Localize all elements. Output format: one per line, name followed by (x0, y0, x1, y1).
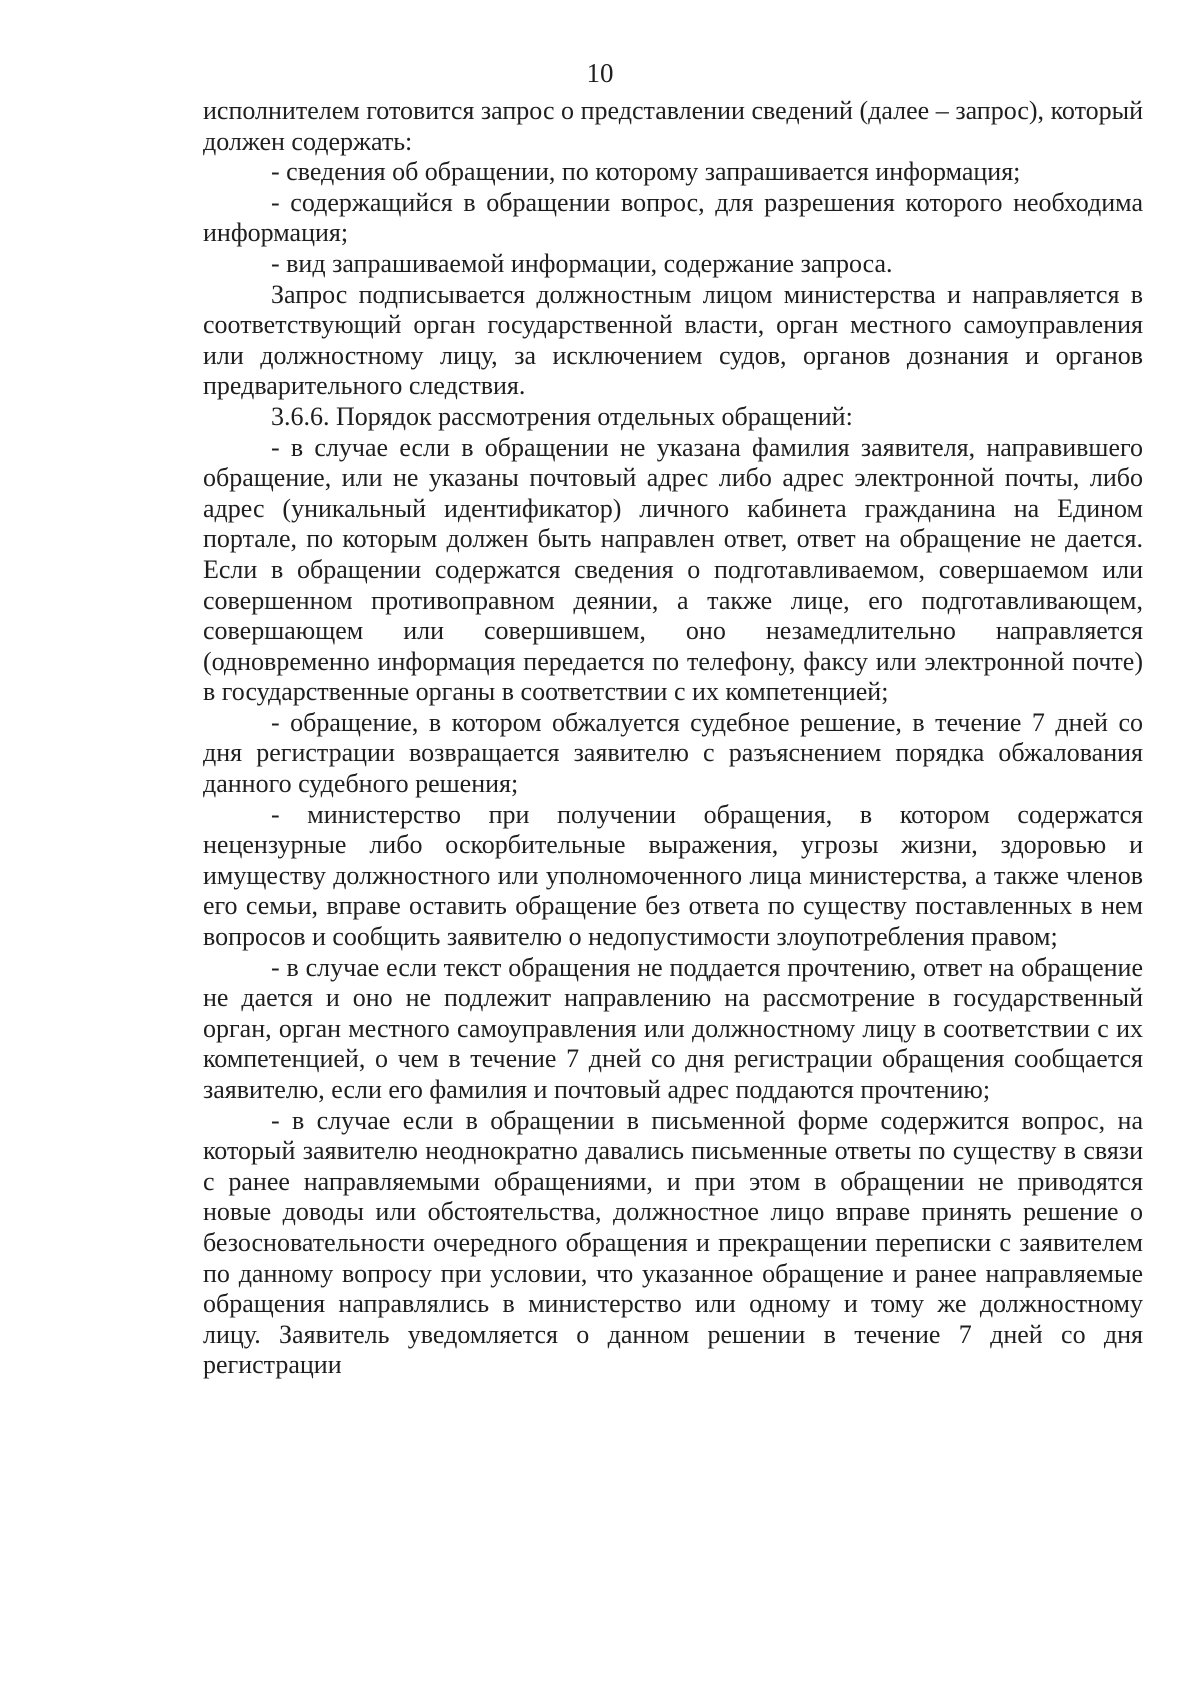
document-body (203, 96, 1143, 1381)
paragraph-list-item: - в случае если текст обращения не поддается прочтению, ответ на обращение не дается и оно не подлежит направлению на рассмотрение в государственный орган, орган местного самоуправления или должностному лицу в соответствии с их компетенцией, о чем в течение 7 дней со дня регистрации обращения сообщается заявителю, если его фамилия и почтовый адрес поддаются прочтению; (203, 952, 1143, 1104)
paragraph-list-item: - в случае если в обращении не указана фамилия заявителя, направившего обращение, или не указаны почтовый адрес либо адрес электронной почты, либо адрес (уникальный идентификатор) личного кабинета гражданина на Едином портале, по которым должен быть направлен ответ, ответ на обращение не дается. Если в обращении содержатся сведения о подготавливаемом, совершаемом или совершенном противоправном деянии, а также лице, его подготавливающем, совершающем или совершившем, оно незамедлительно направляется (одновременно информация передается по телефону, факсу или электронной почте) в государственные органы в соответствии с их компетенцией; (203, 432, 1143, 707)
paragraph-list-item: - министерство при получении обращения, в котором содержатся нецензурные либо оскорбительные выражения, угрозы жизни, здоровью и имуществу должностного или уполномоченного лица министерства, а также членов его семьи, вправе оставить обращение без ответа по существу поставленных в нем вопросов и сообщить заявителю о недопустимости злоупотребления правом; (203, 799, 1143, 952)
paragraph-list-item: - в случае если в обращении в письменной форме содержится вопрос, на который заявителю неоднократно давались письменные ответы по существу в связи с ранее направляемыми обращениями, и при этом в обращении не приводятся новые доводы или обстоятельства, должностное лицо вправе принять решение о безосновательности очередного обращения и прекращении переписки с заявителем по данному вопросу при условии, что указанное обращение и ранее направляемые обращения направлялись в министерство или одному и тому же должностному лицу. Заявитель уведомляется о данном решении в течение 7 дней со дня регистрации (203, 1105, 1143, 1380)
paragraph: Запрос подписывается должностным лицом министерства и направляется в соответствующий орган государственной власти, орган местного самоуправления или должностному лицу, за исключением судов, органов дознания и органов предварительного следствия. (203, 279, 1143, 401)
paragraph-list-item: - содержащийся в обращении вопрос, для разрешения которого необходима информация; (203, 187, 1143, 248)
paragraph-list-item: - обращение, в котором обжалуется судебное решение, в течение 7 дней со дня регистрации возвращается заявителю с разъяснением порядка обжалования данного судебного решения; (203, 707, 1143, 799)
paragraph-list-item: - вид запрашиваемой информации, содержание запроса. (271, 248, 893, 278)
page-number: 10 (586, 58, 614, 88)
section-heading: 3.6.6. Порядок рассмотрения отдельных обращений: (271, 401, 853, 431)
paragraph-list-item: - сведения об обращении, по которому запрашивается информация; (271, 157, 1021, 187)
paragraph-continuation: исполнителем готовится запрос о представлении сведений (далее – запрос), который должен содержать: (203, 96, 1143, 156)
